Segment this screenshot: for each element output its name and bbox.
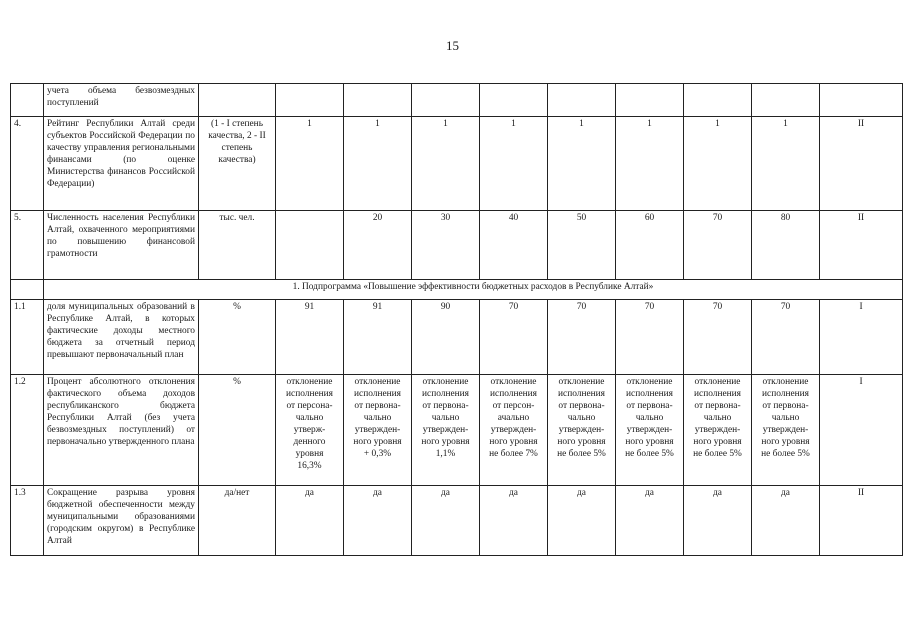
value-line: исполнения <box>558 389 605 399</box>
class-cell: II <box>820 486 903 556</box>
value-line: от персона- <box>286 401 333 411</box>
value-line: исполнения <box>422 389 469 399</box>
value-cell: 30 <box>412 211 480 280</box>
table-row <box>11 117 903 211</box>
value-cell <box>276 84 344 117</box>
value-line: ного уровня <box>625 437 674 447</box>
value-cell: да <box>276 486 344 556</box>
empty-cell <box>11 280 44 300</box>
unit-cell: тыс. чел. <box>199 211 276 280</box>
value-line: исполнения <box>490 389 537 399</box>
value-line: отклонение <box>694 377 741 387</box>
value-line: утвержден- <box>694 425 741 435</box>
class-cell: I <box>820 300 903 375</box>
value-line: от первона- <box>694 401 741 411</box>
value-line: отклонение <box>422 377 469 387</box>
row-number <box>11 84 44 117</box>
value-line: утвержден- <box>490 425 537 435</box>
value-cell: 1 <box>616 117 684 211</box>
value-cell: 1 <box>412 117 480 211</box>
table-row <box>11 375 903 486</box>
value-line: ного уровня <box>557 437 606 447</box>
value-line: утвержден- <box>422 425 469 435</box>
value-cell: 91 <box>344 300 412 375</box>
value-cell: 20 <box>344 211 412 280</box>
value-line: отклонение <box>626 377 673 387</box>
value-cell: 70 <box>480 300 548 375</box>
indicator-name: Процент абсолютного отклонения фактического объема доходов республиканского бюджета Республики Алтай (без учета безвозмездных поступлений) от первоначально утвержденного плана <box>44 375 199 486</box>
value-line: чально <box>363 413 392 423</box>
value-cell: 1 <box>480 117 548 211</box>
value-cell: да <box>344 486 412 556</box>
value-cell: 1 <box>548 117 616 211</box>
class-cell <box>820 84 903 117</box>
indicator-name: Численность населения Республики Алтай, охваченного мероприятиями по повышению финансовой грамотности <box>44 211 199 280</box>
page-number: 15 <box>446 38 459 53</box>
value-line: ного уровня <box>489 437 538 447</box>
value-line: не более 5% <box>693 449 742 459</box>
value-line: от первона- <box>422 401 469 411</box>
indicator-name: Сокращение разрыва уровня бюджетной обеспеченности между муниципальными образованиями (городским округом) в Республике Алтай <box>44 486 199 556</box>
value-cell <box>412 84 480 117</box>
indicator-name: доля муниципальных образований в Республике Алтай, в которых фактические доходы местного бюджета за отчетный период превышают первоначальный план <box>44 300 199 375</box>
value-cell: да <box>548 486 616 556</box>
value-cell <box>344 375 412 486</box>
table-row <box>11 300 903 375</box>
indicators-table <box>10 83 903 556</box>
value-cell <box>548 84 616 117</box>
value-cell: 50 <box>548 211 616 280</box>
value-cell: 1 <box>752 117 820 211</box>
value-line: отклонение <box>762 377 809 387</box>
value-line: денного <box>293 437 326 447</box>
value-line: от персон- <box>492 401 535 411</box>
value-cell <box>480 84 548 117</box>
value-line: не более 7% <box>489 449 538 459</box>
value-cell: 70 <box>548 300 616 375</box>
value-line: чально <box>567 413 596 423</box>
value-line: 16,3% <box>297 461 322 471</box>
value-cell: 70 <box>684 211 752 280</box>
value-line: + 0,3% <box>363 449 392 459</box>
value-cell <box>548 375 616 486</box>
value-line: чально <box>635 413 664 423</box>
value-line: от первона- <box>558 401 605 411</box>
value-cell <box>616 84 684 117</box>
value-cell <box>684 375 752 486</box>
value-line: ного уровня <box>353 437 402 447</box>
table-row <box>11 211 903 280</box>
value-cell <box>276 211 344 280</box>
value-cell: да <box>412 486 480 556</box>
row-number: 1.1 <box>11 300 44 375</box>
row-number: 4. <box>11 117 44 211</box>
value-line: отклонение <box>286 377 333 387</box>
value-cell: 80 <box>752 211 820 280</box>
value-cell <box>752 375 820 486</box>
value-cell: 70 <box>752 300 820 375</box>
value-cell: 40 <box>480 211 548 280</box>
value-cell: да <box>752 486 820 556</box>
value-line: исполнения <box>354 389 401 399</box>
value-line: ного уровня <box>421 437 470 447</box>
value-line: чально <box>431 413 460 423</box>
value-line: исполнения <box>286 389 333 399</box>
value-cell: 1 <box>276 117 344 211</box>
value-cell: 1 <box>344 117 412 211</box>
value-line: утверж- <box>293 425 326 435</box>
row-number: 1.3 <box>11 486 44 556</box>
class-cell: II <box>820 117 903 211</box>
value-cell: 1 <box>684 117 752 211</box>
table-row <box>11 486 903 556</box>
subprogram-title: 1. Подпрограмма «Повышение эффективности бюджетных расходов в Республике Алтай» <box>44 280 903 300</box>
value-line: утвержден- <box>762 425 809 435</box>
value-line: утвержден- <box>626 425 673 435</box>
value-line: от первона- <box>762 401 809 411</box>
unit-cell <box>199 84 276 117</box>
value-cell <box>276 375 344 486</box>
value-cell: 60 <box>616 211 684 280</box>
value-line: отклонение <box>558 377 605 387</box>
row-number: 5. <box>11 211 44 280</box>
value-cell: да <box>480 486 548 556</box>
value-line: отклонение <box>490 377 537 387</box>
value-line: исполнения <box>626 389 673 399</box>
value-line: от первона- <box>354 401 401 411</box>
value-line: чально <box>703 413 732 423</box>
value-cell: 70 <box>616 300 684 375</box>
value-cell: да <box>616 486 684 556</box>
class-cell: I <box>820 375 903 486</box>
value-cell <box>616 375 684 486</box>
value-line: чально <box>771 413 800 423</box>
unit-cell: % <box>199 375 276 486</box>
unit-cell: (1 - I степень качества, 2 - II степень качества) <box>199 117 276 211</box>
value-line: 1,1% <box>435 449 456 459</box>
value-line: отклонение <box>354 377 401 387</box>
row-number: 1.2 <box>11 375 44 486</box>
class-cell: II <box>820 211 903 280</box>
value-line: от первона- <box>626 401 673 411</box>
value-cell <box>344 84 412 117</box>
indicator-name: Рейтинг Республики Алтай среди субъектов Российской Федерации по качеству управления региональными финансами (по оценке Министерства финансов Российской Федерации) <box>44 117 199 211</box>
value-cell: 70 <box>684 300 752 375</box>
value-line: чально <box>295 413 324 423</box>
value-line: ного уровня <box>761 437 810 447</box>
value-line: не более 5% <box>557 449 606 459</box>
value-cell <box>752 84 820 117</box>
unit-cell: % <box>199 300 276 375</box>
value-cell: 91 <box>276 300 344 375</box>
indicator-name: учета объема безвозмездных поступлений <box>44 84 199 117</box>
value-line: утвержден- <box>558 425 605 435</box>
value-line: исполнения <box>762 389 809 399</box>
value-cell <box>412 375 480 486</box>
value-line: ного уровня <box>693 437 742 447</box>
value-cell: да <box>684 486 752 556</box>
value-line: уровня <box>295 449 324 459</box>
value-line: ачально <box>497 413 530 423</box>
value-cell: 90 <box>412 300 480 375</box>
value-line: утвержден- <box>354 425 401 435</box>
value-line: исполнения <box>694 389 741 399</box>
value-line: не более 5% <box>761 449 810 459</box>
value-cell <box>684 84 752 117</box>
value-cell <box>480 375 548 486</box>
table-row <box>11 84 903 117</box>
value-line: не более 5% <box>625 449 674 459</box>
subprogram-row <box>11 280 903 300</box>
unit-cell: да/нет <box>199 486 276 556</box>
